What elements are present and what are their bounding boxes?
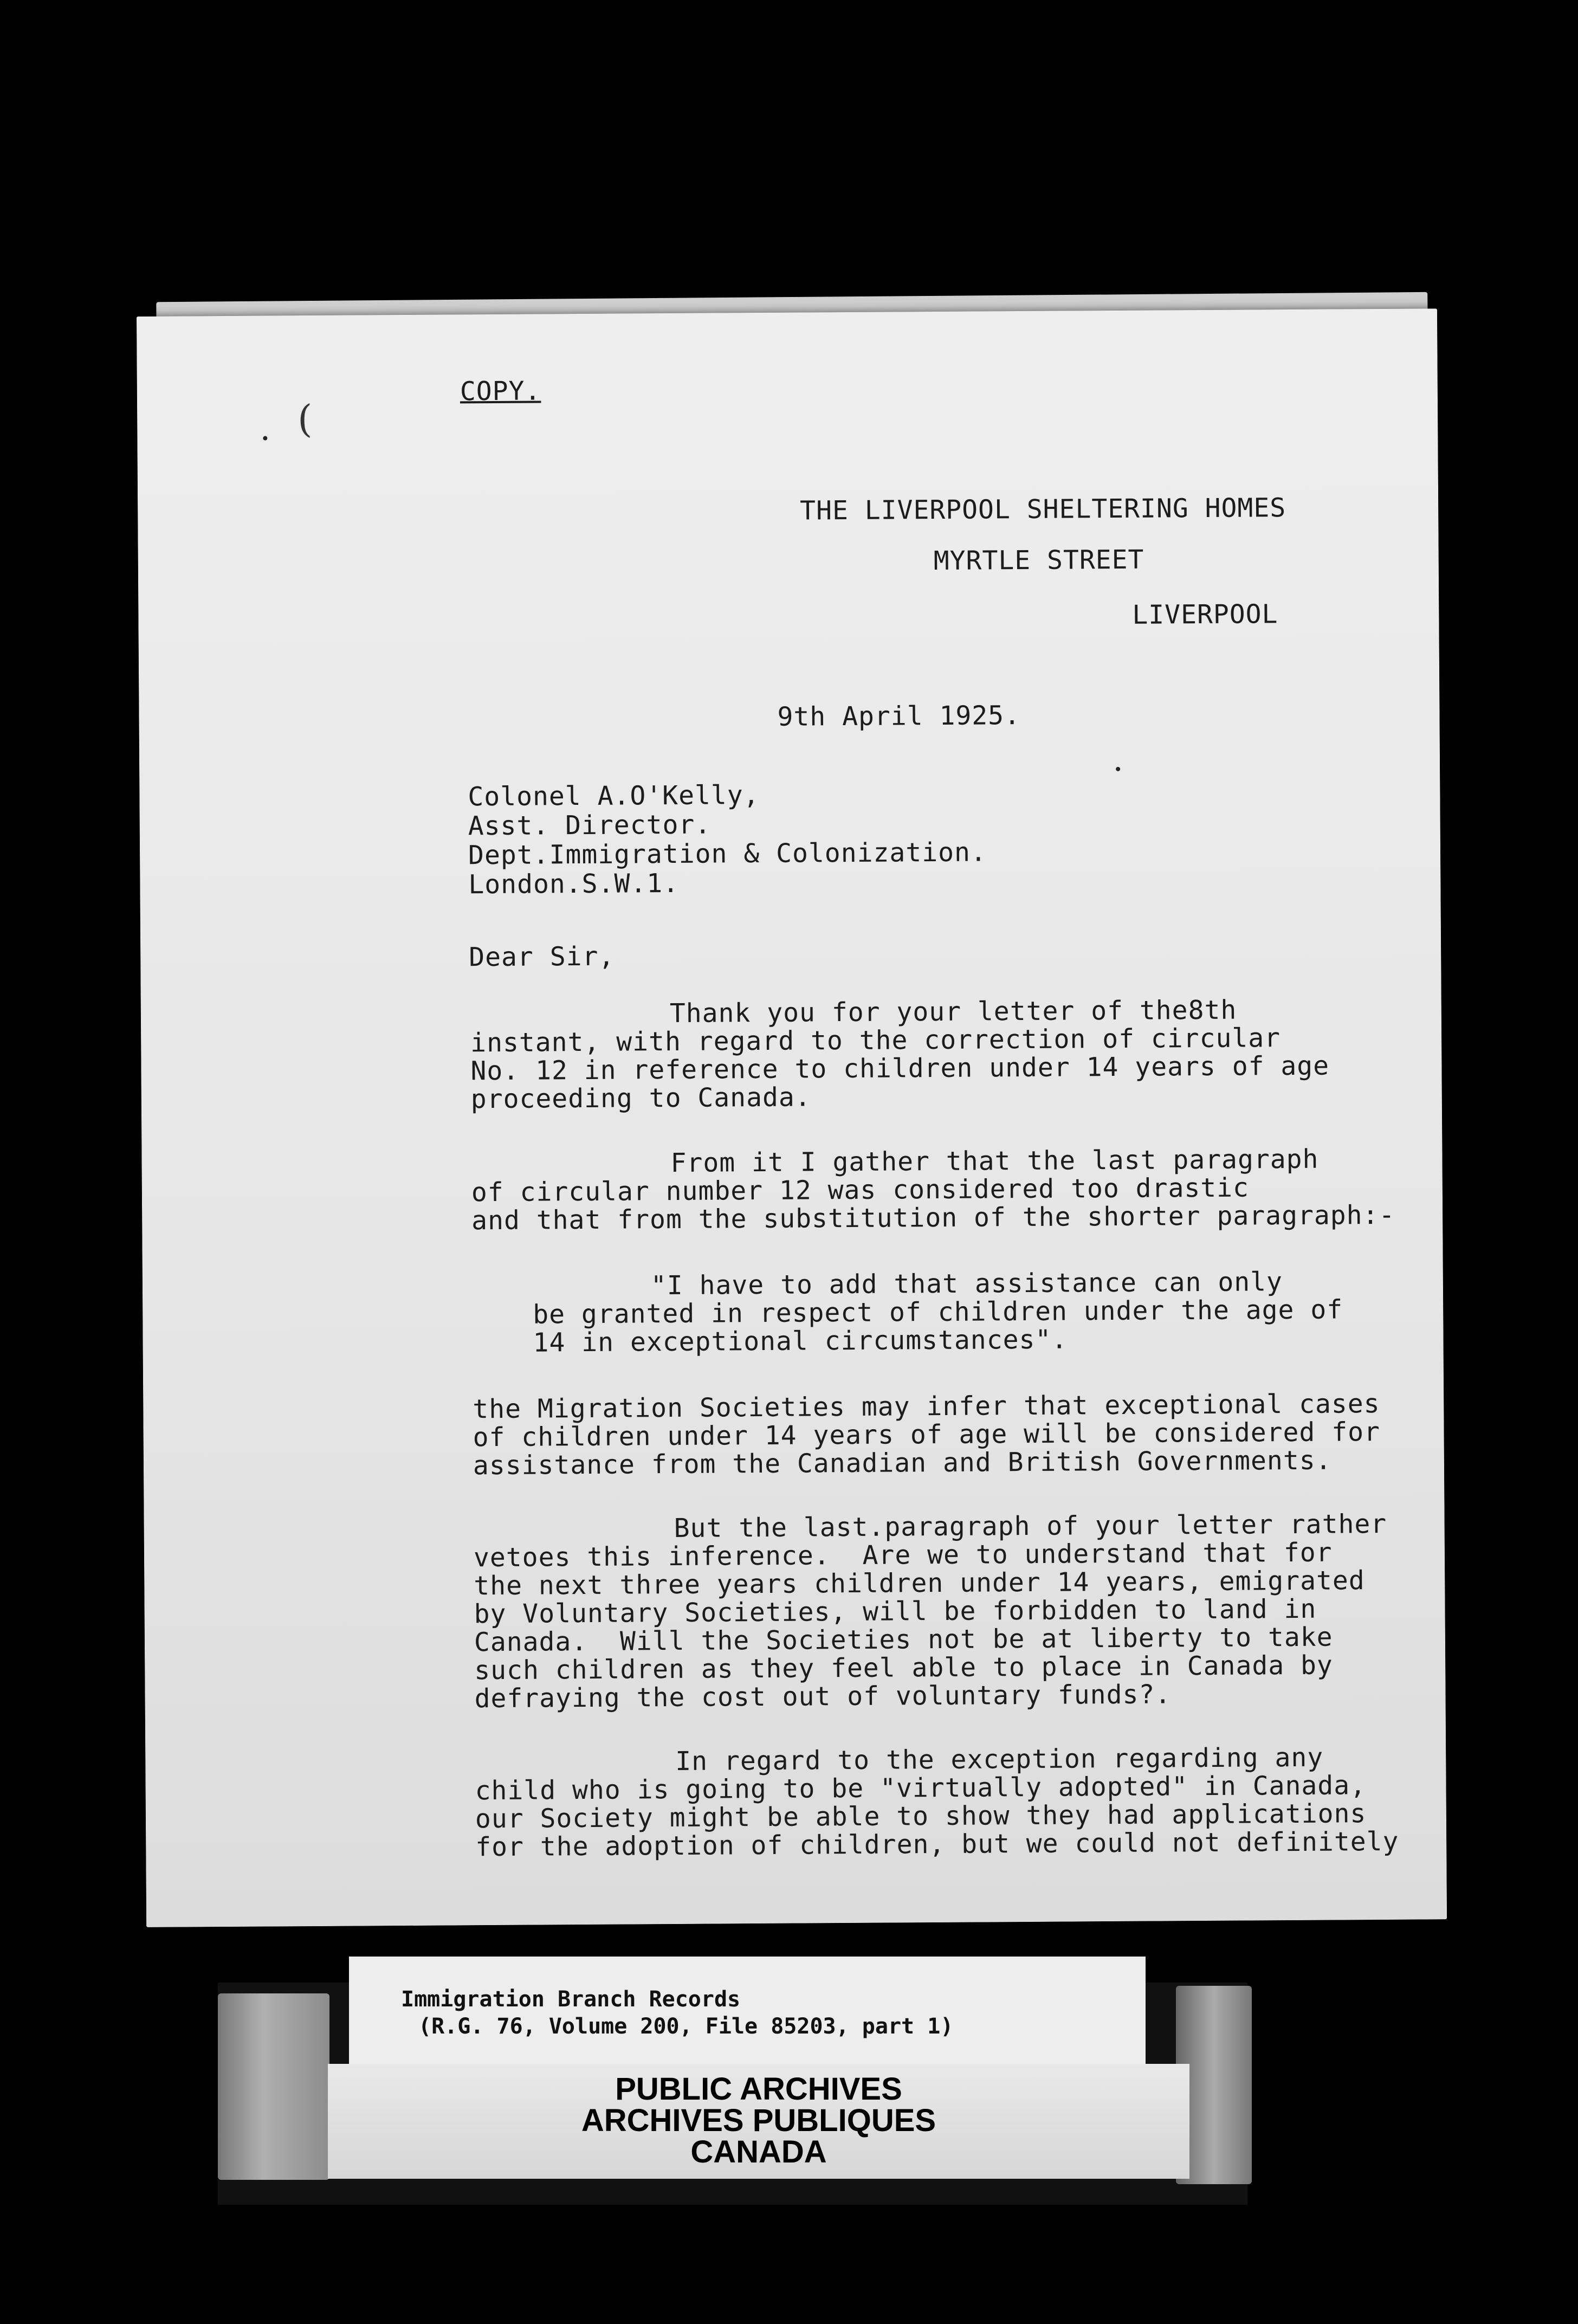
archive-stamp-line: CANADA [690, 2134, 827, 2170]
quote-line: "I have to add that assistance can only [650, 1267, 1283, 1301]
letterhead-line-1: THE LIVERPOOL SHELTERING HOMES [800, 493, 1286, 526]
record-reference: (R.G. 76, Volume 200, File 85203, part 1) [418, 2014, 954, 2039]
quote-line: 14 in exceptional circumstances". [533, 1324, 1068, 1358]
body-line: proceeding to Canada. [470, 1082, 811, 1115]
body-line: Thank you for your letter of the8th [669, 995, 1237, 1029]
body-line: such children as they feel able to place in Canada by [474, 1650, 1334, 1686]
salutation: Dear Sir, [469, 941, 615, 973]
recipient-line: London.S.W.1. [468, 868, 680, 900]
archive-stamp-line: ARCHIVES PUBLIQUES [581, 2103, 936, 2138]
folder-tab-left [218, 1993, 329, 2180]
body-line: and that from the substitution of the shorter paragraph:- [471, 1199, 1395, 1236]
letter-page [137, 308, 1447, 1927]
copy-mark: COPY. [460, 376, 541, 407]
body-line: instant, with regard to the correction of circular [470, 1023, 1281, 1058]
body-line: defraying the cost out of voluntary funds?. [474, 1679, 1172, 1714]
body-line: No. 12 in reference to children under 14 years of age [470, 1050, 1330, 1087]
body-line: But the last.paragraph of your letter rather [674, 1508, 1387, 1544]
record-reference-label [349, 1957, 1146, 2068]
body-line: the Migration Societies may infer that exceptional cases [473, 1389, 1380, 1425]
body-line: of children under 14 years of age will be considered for [473, 1417, 1381, 1453]
letter-date: 9th April 1925. [777, 700, 1021, 732]
body-line: for the adoption of children, but we could not definitely [475, 1826, 1399, 1863]
recipient-line: Colonel A.O'Kelly, [468, 779, 760, 812]
quote-line: be granted in respect of children under the age of [533, 1294, 1343, 1330]
letterhead-line-2: MYRTLE STREET [933, 544, 1144, 577]
body-line: Canada. Will the Societies not be at liberty to take [474, 1622, 1333, 1658]
ink-speck [263, 436, 267, 441]
body-line: From it I gather that the last paragraph [670, 1144, 1319, 1179]
record-series: Immigration Branch Records [401, 1987, 741, 2012]
body-line: the next three years children under 14 years, emigrated [474, 1565, 1365, 1602]
body-line: assistance from the Canadian and British Governments. [473, 1445, 1332, 1481]
pencil-mark: ( [297, 397, 313, 442]
ink-speck [1116, 767, 1120, 771]
archive-stamp-line: PUBLIC ARCHIVES [615, 2071, 902, 2107]
recipient-line: Dept.Immigration & Colonization. [468, 837, 987, 871]
letterhead-line-3: LIVERPOOL [1132, 599, 1278, 630]
body-line: child who is going to be "virtually adopted" in Canada, [475, 1770, 1367, 1806]
recipient-line: Asst. Director. [468, 809, 712, 842]
body-line: vetoes this inference. Are we to understand that for [473, 1537, 1333, 1573]
body-line: of circular number 12 was considered too drastic [471, 1172, 1250, 1208]
body-line: our Society might be able to show they had applications [475, 1798, 1367, 1835]
body-line: In regard to the exception regarding any [675, 1742, 1324, 1777]
body-line: by Voluntary Societies, will be forbidden to land in [474, 1593, 1317, 1630]
